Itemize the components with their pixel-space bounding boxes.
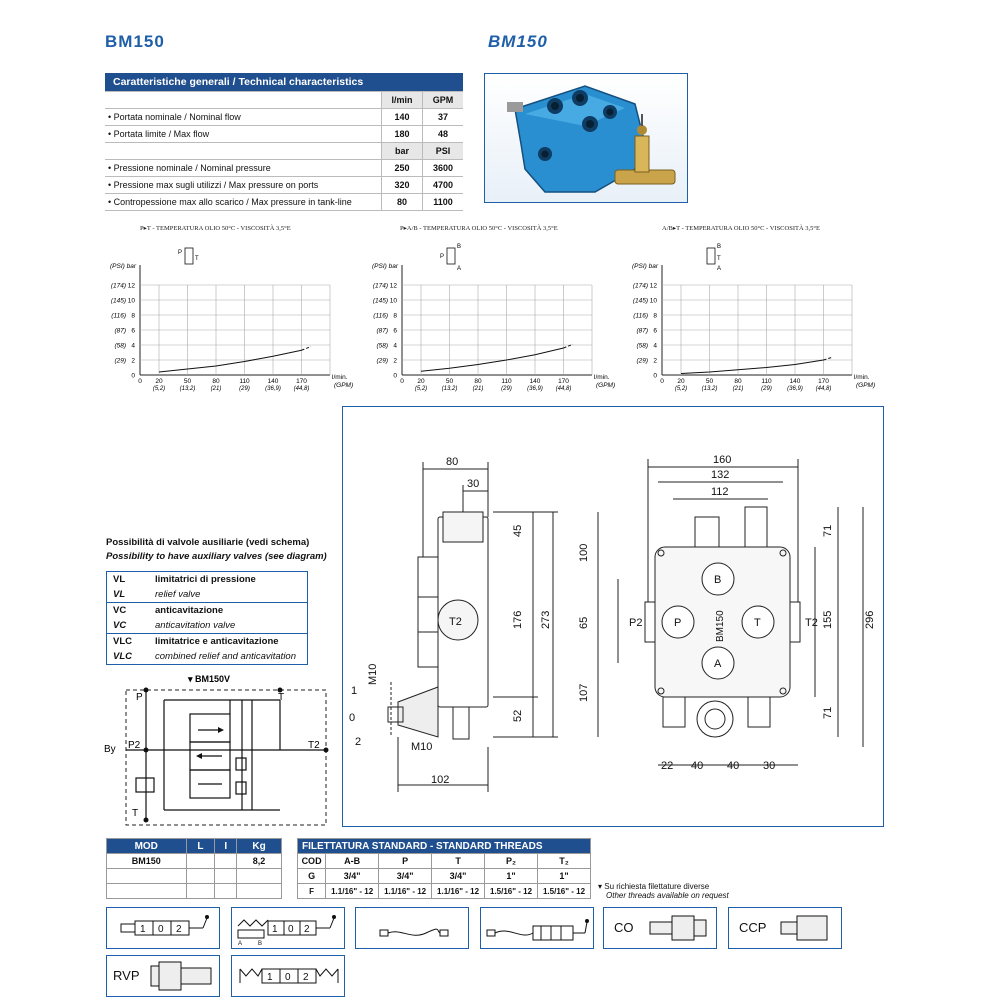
chart-x-tick-gpm: (21) xyxy=(732,386,744,392)
chart-x-tick-label: 110 xyxy=(239,378,250,385)
chart-x-tick-label: 110 xyxy=(761,378,772,385)
svg-text:1: 1 xyxy=(267,972,273,983)
port-t-top: T xyxy=(278,692,285,703)
chart-2-x-label: l/min. xyxy=(594,374,610,381)
table-row: BM150 8,2 xyxy=(107,854,282,869)
chart-symbol-label: B xyxy=(717,244,722,250)
chart-y-tick-psi: (116) xyxy=(373,312,388,320)
chart-symbol-label: A xyxy=(717,266,722,272)
chart-y-tick-label: 0 xyxy=(131,372,135,380)
chart-y-tick-psi: (87) xyxy=(376,327,388,335)
aux-title-it: Possibilità di valvole ausiliarie (vedi schema) xyxy=(106,537,310,548)
chart-x-tick-label: 80 xyxy=(734,378,742,385)
port-a-label: A xyxy=(714,658,722,670)
table-header: Kg xyxy=(237,839,282,854)
remote-cable-icon xyxy=(481,908,593,948)
control-box-lever[interactable] xyxy=(106,907,220,949)
port-b-label: B xyxy=(714,574,722,586)
chart-2-x-label-gpm: (GPM) xyxy=(596,382,616,389)
svg-text:2: 2 xyxy=(176,924,182,935)
table-header: T xyxy=(432,854,485,869)
chart-1-y-label: (PSI) bar xyxy=(109,263,136,270)
aux-valves-table xyxy=(106,571,308,665)
chart-x-tick-gpm: (36,9) xyxy=(527,386,543,392)
dimension-drawing xyxy=(343,407,883,826)
chart-x-tick-gpm: (29) xyxy=(761,386,772,392)
rvp-label: RVP xyxy=(113,968,140,983)
chart-2-y-label: (PSI) bar xyxy=(371,263,398,270)
port-t-bottom: T xyxy=(132,808,139,819)
chart-x-tick-gpm: (13,2) xyxy=(701,386,718,392)
chart-1-valve-symbol xyxy=(185,248,193,264)
list-item: VL relief valve xyxy=(107,587,307,603)
chart-y-tick-label: 12 xyxy=(649,282,657,290)
chart-x-tick-gpm: (44,8) xyxy=(293,386,310,392)
port-p: P xyxy=(136,692,143,703)
chart-y-tick-label: 4 xyxy=(393,342,397,350)
dim-71-bottom: 71 xyxy=(822,706,834,719)
table-header: I xyxy=(215,839,237,854)
chart-y-tick-label: 10 xyxy=(389,297,397,305)
chart-1-x-label-gpm: (GPM) xyxy=(334,382,354,389)
control-box-cable-remote[interactable] xyxy=(480,907,594,949)
valve-photo-illustration xyxy=(485,74,687,202)
dim-52: 52 xyxy=(512,709,524,722)
dim-102: 102 xyxy=(431,774,450,786)
port-t-label: T xyxy=(754,617,761,629)
table-row xyxy=(107,869,282,884)
chart-x-tick-label: 50 xyxy=(183,378,192,385)
ccp-connector-icon xyxy=(777,912,837,944)
list-item: VL limitatrici di pressione xyxy=(113,574,256,585)
table-row: • Portata nominale / Nominal flow 140 37 xyxy=(105,109,463,126)
co-label: CO xyxy=(614,920,634,935)
dim-45: 45 xyxy=(512,524,524,537)
tech-characteristics-table xyxy=(105,73,463,211)
chart-x-tick-gpm: (5,2) xyxy=(414,386,428,392)
chart-y-tick-psi: (29) xyxy=(376,357,388,365)
chart-3-y-label: (PSI) bar xyxy=(631,263,658,270)
dim-273: 273 xyxy=(540,610,552,629)
spring-centered-icon xyxy=(232,956,344,996)
control-box-ccp[interactable] xyxy=(728,907,842,949)
dim-80: 80 xyxy=(446,456,459,468)
chart-x-tick-gpm: (5,2) xyxy=(674,386,688,392)
chart-y-tick-label: 2 xyxy=(653,357,657,365)
table-header: COD xyxy=(298,854,326,869)
table-header: P xyxy=(379,854,432,869)
unit-bar: bar xyxy=(382,143,423,160)
chart-x-tick-label: 20 xyxy=(677,378,685,385)
table-row: G 3/4" 3/4" 3/4" 1" 1" xyxy=(298,869,591,884)
table-header: A-B xyxy=(326,854,379,869)
chart-x-tick-label: 80 xyxy=(474,378,482,385)
chart-y-tick-psi: (58) xyxy=(376,342,388,350)
chart-y-tick-psi: (145) xyxy=(110,297,126,305)
unit-lmin: l/min xyxy=(382,92,423,109)
chart-x-tick-gpm: (36,9) xyxy=(265,386,281,392)
control-box-rvp[interactable] xyxy=(106,955,220,997)
chart-y-tick-label: 4 xyxy=(131,342,135,350)
chart-y-tick-psi: (174) xyxy=(110,282,126,290)
chart-x-tick-gpm: (44,8) xyxy=(555,386,572,392)
lever-pos-1: 1 xyxy=(351,685,358,697)
product-title-right: BM150 xyxy=(488,32,548,51)
dim-40-right: 40 xyxy=(727,760,740,772)
table-row: • Pressione nominale / Nominal pressure 250 3600 xyxy=(105,160,463,177)
svg-text:2: 2 xyxy=(304,924,310,935)
chart-x-tick-gpm: (13,2) xyxy=(441,386,458,392)
threads-note: ▾ Su richiesta filettature diverse Other threads available on request xyxy=(598,882,729,900)
table-header: MOD xyxy=(107,839,187,854)
chart-x-tick-label: 140 xyxy=(789,378,801,385)
dim-160: 160 xyxy=(713,454,732,466)
dim-30: 30 xyxy=(467,478,480,490)
dim-132: 132 xyxy=(711,469,730,481)
hydraulic-schematic xyxy=(100,670,340,830)
chart-x-tick-gpm: (36,9) xyxy=(787,386,803,392)
rvp-connector-icon xyxy=(149,960,217,992)
svg-text:0: 0 xyxy=(158,924,164,935)
thread-m10-vertical: M10 xyxy=(367,663,379,685)
chart-y-tick-label: 8 xyxy=(393,312,397,320)
svg-text:1: 1 xyxy=(140,924,146,935)
chart-y-tick-psi: (145) xyxy=(372,297,388,305)
chart-symbol-label: B xyxy=(457,244,462,250)
control-box-spring-centered[interactable] xyxy=(231,955,345,997)
chart-y-tick-psi: (116) xyxy=(633,312,648,320)
svg-text:0: 0 xyxy=(288,924,294,935)
table-row: • Portata limite / Max flow 180 48 xyxy=(105,126,463,143)
dim-107: 107 xyxy=(578,683,590,702)
chart-x-tick-label: 170 xyxy=(296,378,307,385)
threads-title: FILETTATURA STANDARD - STANDARD THREADS xyxy=(298,839,591,854)
lever-pos-2: 2 xyxy=(355,736,362,748)
ccp-label: CCP xyxy=(739,920,767,935)
chart-y-tick-label: 8 xyxy=(653,312,657,320)
dim-100: 100 xyxy=(578,543,590,562)
chart-y-tick-psi: (174) xyxy=(372,282,388,290)
chart-x-tick-label: 0 xyxy=(138,378,142,385)
control-box-spring-lever[interactable] xyxy=(231,907,345,949)
chart-symbol-label: P xyxy=(440,254,445,260)
chart-3-x-label: l/min. xyxy=(854,374,870,381)
chart-x-tick-gpm: (21) xyxy=(210,386,222,392)
chart-y-tick-label: 6 xyxy=(393,327,397,335)
table-header: P₂ xyxy=(485,854,538,869)
svg-text:B: B xyxy=(258,941,263,947)
chart-x-tick-label: 170 xyxy=(818,378,829,385)
chart-symbol-label: T xyxy=(195,256,199,262)
port-p2-label: P2 xyxy=(629,617,643,629)
table-header: L xyxy=(186,839,215,854)
chart-y-tick-psi: (87) xyxy=(636,327,648,335)
chart-y-tick-label: 8 xyxy=(131,312,135,320)
product-title-left: BM150 xyxy=(105,32,165,51)
port-by: By xyxy=(104,744,116,755)
table-header: T₂ xyxy=(538,854,591,869)
dim-22: 22 xyxy=(661,760,674,772)
chart-y-tick-psi: (29) xyxy=(114,357,126,365)
aux-title-en: Possibility to have auxiliary valves (see diagram) xyxy=(106,551,327,562)
chart-1-series-line xyxy=(159,350,302,372)
chart-x-tick-label: 80 xyxy=(212,378,220,385)
port-t2-side: T2 xyxy=(449,616,462,628)
chart-x-tick-gpm: (5,2) xyxy=(152,386,166,392)
body-model-label: BM150 xyxy=(715,610,726,642)
dim-296: 296 xyxy=(864,610,876,629)
chart-x-tick-gpm: (21) xyxy=(472,386,484,392)
chart-x-tick-label: 20 xyxy=(417,378,425,385)
table-row xyxy=(107,884,282,899)
chart-y-tick-label: 0 xyxy=(653,372,657,380)
chart-y-tick-psi: (87) xyxy=(114,327,126,335)
dimension-drawing-panel xyxy=(342,406,884,827)
chart-y-tick-label: 10 xyxy=(127,297,135,305)
list-item: VLC limitatrice e anticavitazione xyxy=(113,636,279,647)
chart-symbol-label: P xyxy=(178,250,183,256)
dim-65: 65 xyxy=(578,616,590,629)
chart-x-tick-gpm: (44,8) xyxy=(815,386,832,392)
table-row: F 1.1/16" - 12 1.1/16" - 12 1.1/16" - 12 1.5/16" - 12 1.5/16" - 12 xyxy=(298,884,591,899)
control-box-co[interactable] xyxy=(603,907,717,949)
svg-text:A: A xyxy=(238,941,243,947)
list-item: VLC combined relief and anticavitation xyxy=(113,651,297,662)
chart-y-tick-psi: (174) xyxy=(632,282,648,290)
svg-text:2: 2 xyxy=(303,972,309,983)
co-connector-icon xyxy=(644,912,714,944)
schematic-label: ▾ BM150V xyxy=(188,674,231,684)
svg-text:0: 0 xyxy=(285,972,291,983)
chart-3-series-extrapolation xyxy=(824,357,834,360)
chart-y-tick-psi: (58) xyxy=(636,342,648,350)
lever-pos-0: 0 xyxy=(349,712,356,724)
svg-text:1: 1 xyxy=(272,924,278,935)
chart-y-tick-label: 2 xyxy=(393,357,397,365)
unit-psi: PSI xyxy=(423,143,464,160)
lever-control-icon xyxy=(107,908,219,948)
chart-1-series-extrapolation xyxy=(302,347,312,351)
threads-table xyxy=(297,838,591,899)
chart-y-tick-label: 0 xyxy=(393,372,397,380)
chart-x-tick-label: 20 xyxy=(155,378,163,385)
list-item: VC anticavitazione xyxy=(113,605,224,616)
chart-y-tick-label: 10 xyxy=(649,297,657,305)
port-p-label: P xyxy=(674,617,682,629)
spring-lever-control-icon xyxy=(232,908,344,948)
chart-y-tick-label: 12 xyxy=(389,282,397,290)
chart-x-tick-gpm: (29) xyxy=(239,386,250,392)
unit-gpm: GPM xyxy=(423,92,464,109)
dim-176: 176 xyxy=(512,610,524,629)
chart-x-tick-gpm: (29) xyxy=(501,386,512,392)
chart-symbol-label: T xyxy=(717,256,721,262)
chart-2-title: P▸A/B - TEMPERATURA OLIO 50°C - VISCOSITÀ 3,5°E xyxy=(400,225,558,232)
chart-y-tick-label: 4 xyxy=(653,342,657,350)
port-t2-label: T2 xyxy=(805,617,818,629)
dim-40-left: 40 xyxy=(691,760,704,772)
chart-x-tick-label: 50 xyxy=(445,378,454,385)
table-row: • Contropessione max allo scarico / Max pressure in tank-line 80 1100 xyxy=(105,194,463,211)
chart-x-tick-label: 170 xyxy=(558,378,569,385)
chart-x-tick-label: 140 xyxy=(529,378,541,385)
chart-y-tick-psi: (58) xyxy=(114,342,126,350)
chart-y-tick-label: 2 xyxy=(131,357,135,365)
chart-y-tick-psi: (116) xyxy=(111,312,126,320)
chart-3-series-line xyxy=(681,360,824,374)
chart-x-tick-label: 0 xyxy=(660,378,664,385)
tech-table-title: Caratteristiche generali / Technical characteristics xyxy=(105,73,463,92)
chart-y-tick-label: 6 xyxy=(131,327,135,335)
chart-y-tick-label: 6 xyxy=(653,327,657,335)
control-box-cable[interactable] xyxy=(355,907,469,949)
chart-x-tick-label: 0 xyxy=(400,378,404,385)
table-row: • Pressione max sugli utilizzi / Max pressure on ports 320 4700 xyxy=(105,177,463,194)
list-item: VC anticavitation valve xyxy=(107,618,307,634)
chart-y-tick-psi: (145) xyxy=(632,297,648,305)
dim-30-bottom: 30 xyxy=(763,760,776,772)
cable-control-icon xyxy=(356,908,468,948)
product-photo xyxy=(484,73,688,203)
port-p2: P2 xyxy=(128,740,141,751)
chart-2-series-line xyxy=(421,348,564,371)
chart-2-valve-symbol xyxy=(447,248,455,264)
chart-y-tick-label: 12 xyxy=(127,282,135,290)
thread-m10-horizontal: M10 xyxy=(411,741,433,753)
pressure-drop-charts xyxy=(100,230,880,408)
dim-71-top: 71 xyxy=(822,524,834,537)
chart-3-title: A/B▸T - TEMPERATURA OLIO 50°C - VISCOSITÀ 3,5°E xyxy=(662,225,820,232)
model-table xyxy=(106,838,282,899)
chart-3-x-label-gpm: (GPM) xyxy=(856,382,876,389)
chart-y-tick-psi: (29) xyxy=(636,357,648,365)
chart-symbol-label: A xyxy=(457,266,462,272)
dim-112: 112 xyxy=(711,486,729,498)
chart-1-x-label: l/min. xyxy=(332,374,348,381)
chart-3-valve-symbol xyxy=(707,248,715,264)
chart-x-tick-label: 50 xyxy=(705,378,714,385)
chart-x-tick-label: 110 xyxy=(501,378,512,385)
chart-x-tick-label: 140 xyxy=(267,378,279,385)
port-t2: T2 xyxy=(308,740,320,751)
chart-1-title: P▸T - TEMPERATURA OLIO 50°C - VISCOSITÀ 3,5°E xyxy=(140,225,291,232)
chart-x-tick-gpm: (13,2) xyxy=(179,386,196,392)
dim-155: 155 xyxy=(822,610,834,629)
